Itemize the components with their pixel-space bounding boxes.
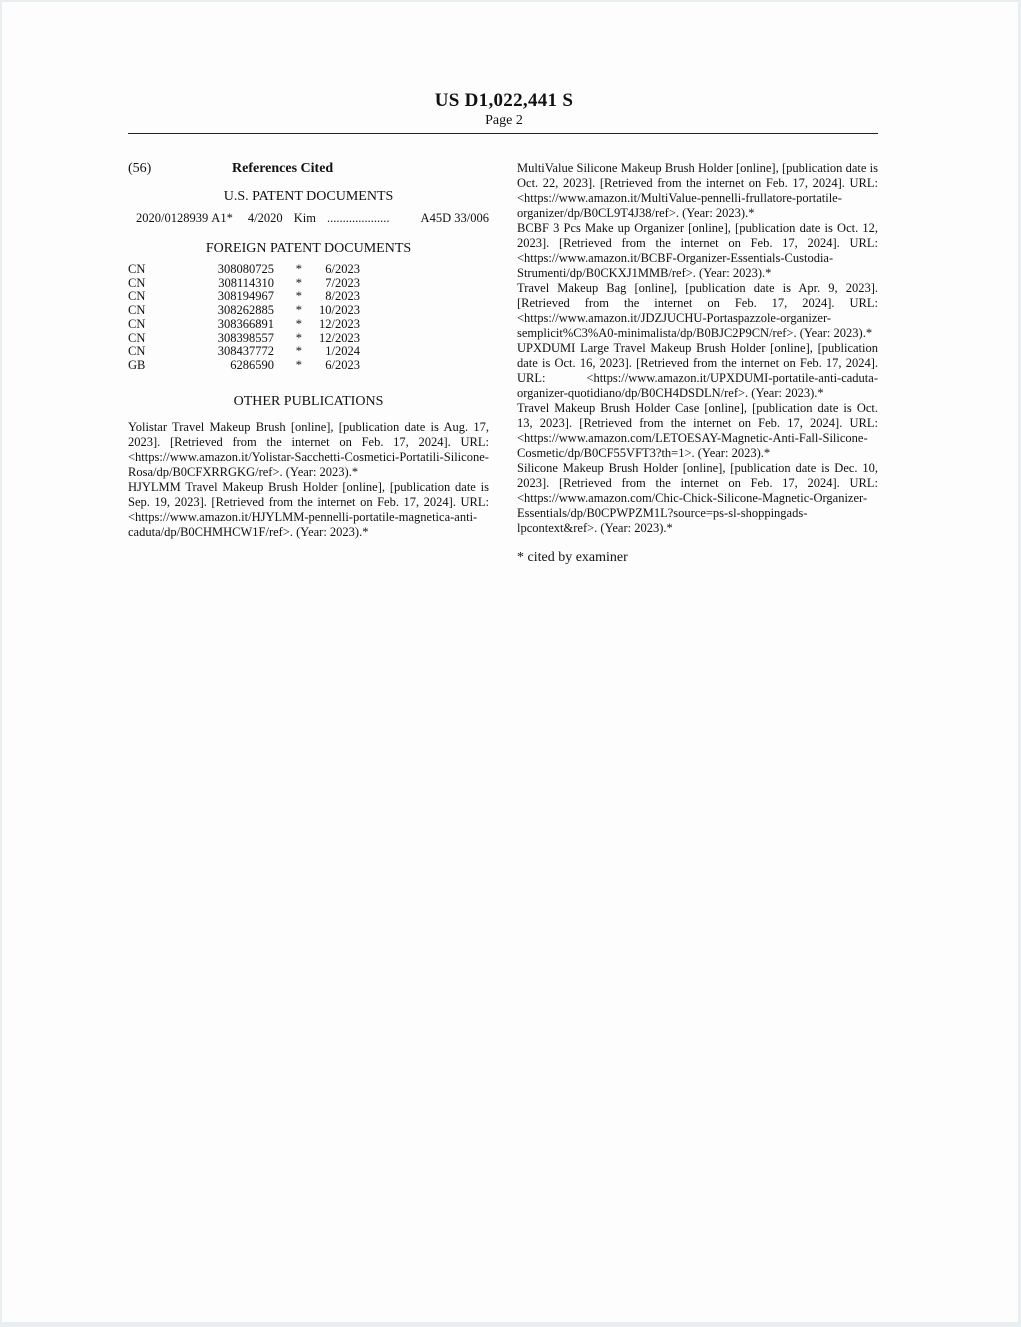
- patent-number-cell: 308114310: [218, 275, 274, 290]
- us-patent-row: [128, 211, 489, 226]
- right-column: [517, 161, 878, 566]
- country-code: CN: [128, 344, 146, 359]
- publication-entry: Travel Makeup Bag [online], [publication date is Apr. 9, 2023]. [Retrieved from the internet on Feb. 17, 2024]. URL: <https://www.amazon.it/JDZJUCHU-Portaspazzole-organizer-semplicit%C3%A0-minimalista/dp/B0BJC2P9CN/ref>. (Year: 2023).*: [517, 281, 878, 340]
- leader-dots: ....................: [326, 211, 390, 225]
- cited-star: *: [295, 316, 302, 331]
- foreign-patent-row: [128, 304, 360, 318]
- publication-entry: UPXDUMI Large Travel Makeup Brush Holder [online], [publication date is Oct. 16, 2023]. [Retrieved from the internet on Feb. 17, 2024]. URL: <https://www.amazon.it/UPXDUMI-portatile-anti-caduta-organizer-quotidiano/dp/B0CH4DSDLN/ref>. (Year: 2023).*: [517, 341, 878, 400]
- patent-number-cell: 308398557: [217, 330, 274, 345]
- foreign-patent-row: [128, 277, 360, 291]
- us-patents-heading: U.S. PATENT DOCUMENTS: [223, 189, 394, 204]
- references-heading: [128, 161, 489, 183]
- other-publications-heading: OTHER PUBLICATIONS: [233, 393, 384, 409]
- us-patent-kind: A1*: [211, 211, 233, 225]
- patent-number: US D1,022,441 S: [434, 90, 574, 111]
- patent-date: 1/2024: [325, 344, 360, 359]
- patent-date: 8/2023: [325, 289, 360, 304]
- foreign-patent-row: [128, 290, 360, 304]
- patent-date: 7/2023: [325, 275, 360, 290]
- foreign-patent-row: [128, 359, 360, 373]
- page-header: [2, 90, 1006, 129]
- page-label: Page 2: [485, 113, 523, 128]
- us-patent-name: Kim: [293, 211, 316, 225]
- us-patent-number: 2020/0128939: [136, 211, 209, 225]
- foreign-patents-heading: FOREIGN PATENT DOCUMENTS: [205, 241, 412, 256]
- country-code: CN: [128, 316, 146, 331]
- publication-entry: Yolistar Travel Makeup Brush [online], [publication date is Aug. 17, 2023]. [Retrieved from the internet on Feb. 17, 2024]. URL: <https://www.amazon.it/Yolistar-Sacchetti-Cosmetici-Portatili-Silicone-Rosa/dp/B0CFXRRGKG/ref>. (Year: 2023).*: [128, 419, 489, 479]
- cited-star: *: [295, 262, 302, 276]
- patent-date: 12/2023: [319, 316, 360, 331]
- patent-date: 6/2023: [325, 262, 360, 276]
- cited-star: *: [295, 330, 302, 345]
- patent-number-cell: 308194967: [217, 289, 274, 304]
- publication-entry: HJYLMM Travel Makeup Brush Holder [online], [publication date is Sep. 19, 2023]. [Retrieved from the internet on Feb. 17, 2024]. URL: <https://www.amazon.it/HJYLMM-pennelli-portatile-magnetica-anti-caduta/dp/B0CHMHCW1F/ref>. (Year: 2023).*: [128, 479, 489, 539]
- foreign-patent-row: [128, 345, 360, 359]
- patent-number-cell: 308366891: [217, 316, 274, 331]
- cited-star: *: [295, 303, 302, 318]
- us-patent-class: A45D 33/006: [420, 211, 489, 225]
- country-code: GB: [128, 357, 146, 372]
- patent-page: [2, 2, 1018, 1322]
- patent-number-cell: 308437772: [217, 344, 274, 359]
- patent-date: 6/2023: [325, 357, 360, 372]
- cited-by-examiner-note: * cited by examiner: [517, 550, 628, 565]
- publication-entry: Travel Makeup Brush Holder Case [online], [publication date is Oct. 13, 2023]. [Retrieved from the internet on Feb. 17, 2024]. URL: <https://www.amazon.com/LETOESAY-Magnetic-Anti-Fall-Silicone-Cosmetic/dp/B0CF55VFT3?th=1>. (Year: 2023).*: [517, 401, 878, 460]
- country-code: CN: [128, 262, 146, 276]
- patent-number-cell: 6286590: [230, 357, 274, 372]
- cited-star: *: [295, 357, 302, 372]
- cited-star: *: [295, 275, 302, 290]
- left-publications: [128, 420, 489, 540]
- foreign-patents-table: [128, 263, 360, 373]
- foreign-patent-row: [128, 318, 360, 332]
- publication-entry: BCBF 3 Pcs Make up Organizer [online], [publication date is Oct. 12, 2023]. [Retrieved from the internet on Feb. 17, 2024]. URL: <https://www.amazon.it/BCBF-Organizer-Essentials-Custodia-Strumenti/dp/B0CKXJ1MMB/ref>. (Year: 2023).*: [517, 221, 878, 280]
- patent-number-cell: 308262885: [217, 303, 274, 318]
- header-rule: [128, 133, 878, 134]
- patent-date: 12/2023: [319, 330, 360, 345]
- patent-number-cell: 308080725: [217, 262, 274, 276]
- publication-entry: MultiValue Silicone Makeup Brush Holder [online], [publication date is Oct. 22, 2023]. [Retrieved from the internet on Feb. 17, 2024]. URL: <https://www.amazon.it/MultiValue-pennelli-frullatore-portatile-organizer/dp/B0CL9T4J38/ref>. (Year: 2023).*: [517, 161, 878, 220]
- left-column: [128, 161, 489, 540]
- publication-entry: Silicone Makeup Brush Holder [online], [publication date is Dec. 10, 2023]. [Retrieved from the internet on Feb. 17, 2024]. URL: <https://www.amazon.com/Chic-Chick-Silicone-Magnetic-Organizer-Essentials/dp/B0CPWPZM1L?source=ps-sl-shoppingads-lpcontext&ref>. (Year: 2023).*: [517, 461, 878, 535]
- section-number: (56): [128, 161, 152, 176]
- cited-star: *: [295, 289, 302, 304]
- foreign-patent-row: [128, 332, 360, 346]
- country-code: CN: [128, 275, 146, 290]
- foreign-patent-row: [128, 263, 360, 277]
- cited-star: *: [295, 344, 302, 359]
- us-patent-date: 4/2020: [247, 211, 283, 225]
- country-code: CN: [128, 330, 146, 345]
- country-code: CN: [128, 289, 146, 304]
- section-title: References Cited: [232, 161, 334, 176]
- patent-date: 10/2023: [319, 303, 360, 318]
- country-code: CN: [128, 303, 146, 318]
